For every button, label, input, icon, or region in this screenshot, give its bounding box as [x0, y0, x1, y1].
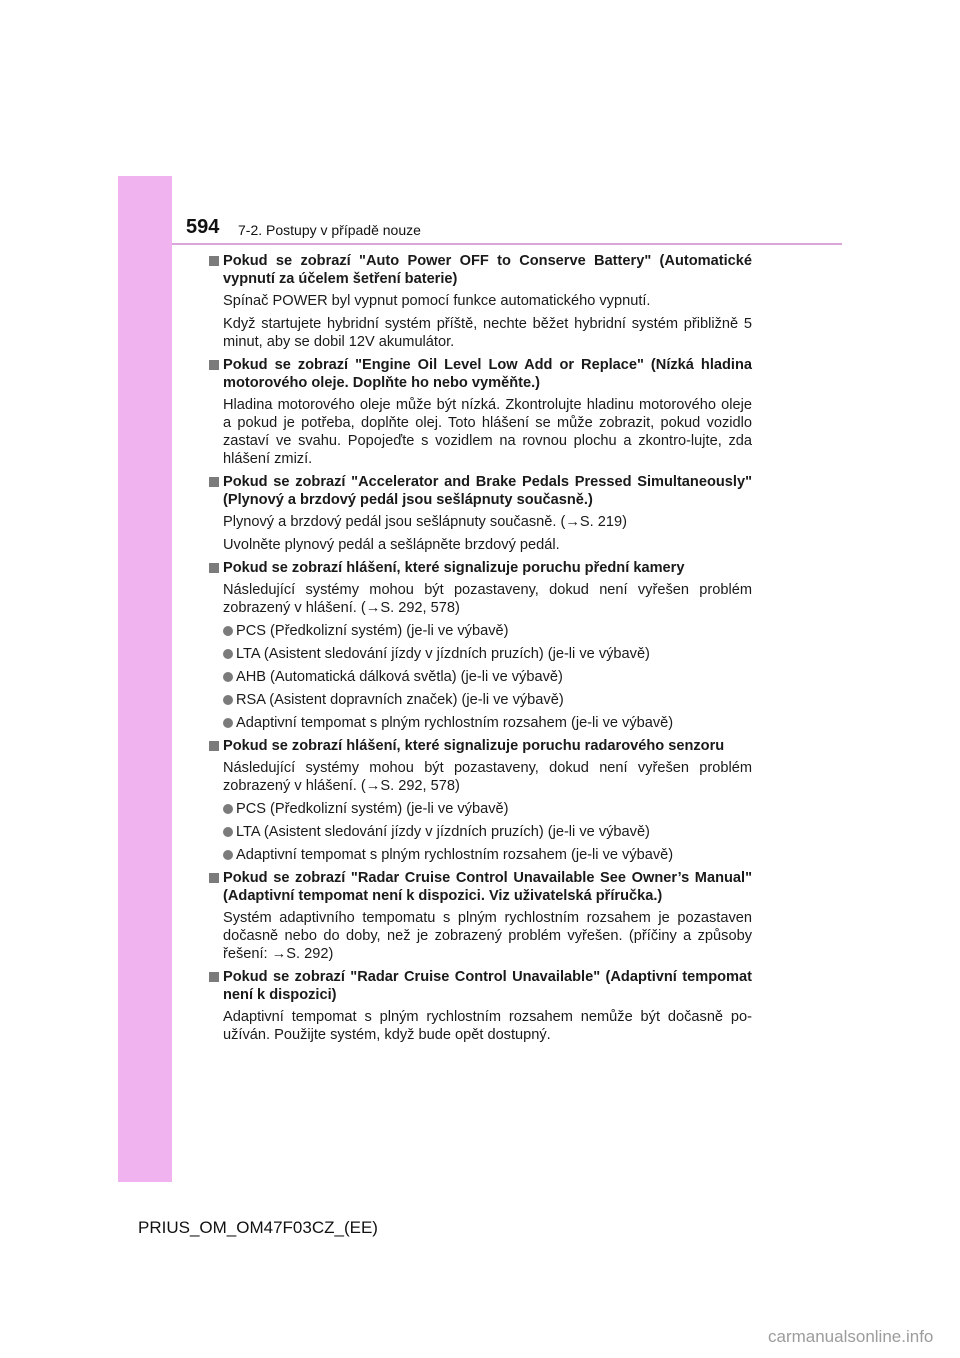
round-bullet-icon	[223, 672, 233, 682]
list-item-text: LTA (Asistent sledování jízdy v jízdních pruzích) (je-li ve výbavě)	[236, 824, 650, 840]
list-item-text: PCS (Předkolizní systém) (je-li ve výbavě)	[236, 801, 509, 817]
round-bullet-icon	[223, 827, 233, 837]
entry-heading	[207, 473, 752, 509]
entry-heading	[207, 968, 752, 1004]
list-item	[223, 645, 752, 663]
header-divider	[172, 243, 842, 245]
entry-paragraph: Uvolněte plynový pedál a sešlápněte brzdový pedál.	[223, 537, 560, 553]
list-item	[223, 622, 752, 640]
entry-heading	[207, 252, 752, 288]
square-bullet-icon	[209, 360, 219, 370]
round-bullet-icon	[223, 695, 233, 705]
round-bullet-icon	[223, 850, 233, 860]
list-item	[223, 668, 752, 686]
list-item	[223, 714, 752, 732]
page-content	[207, 252, 752, 1049]
entry-heading-text: Pokud se zobrazí "Engine Oil Level Low Add or Replace" (Nízká hladina motorového oleje. Doplňte ho nebo vyměňte.)	[223, 357, 752, 391]
list-item-text: RSA (Asistent dopravních značek) (je-li ve výbavě)	[236, 692, 564, 708]
section-title: 7-2. Postupy v případě nouze	[238, 222, 421, 238]
round-bullet-icon	[223, 718, 233, 728]
chapter-side-band	[118, 176, 172, 1182]
list-item-text: LTA (Asistent sledování jízdy v jízdních pruzích) (je-li ve výbavě)	[236, 646, 650, 662]
entry-heading-text: Pokud se zobrazí "Radar Cruise Control Unavailable See Owner’s Manual" (Adaptivní tempomat není k dispozici. Viz uživatelská příručka.)	[223, 870, 752, 904]
entry-front-camera	[207, 559, 752, 732]
entry-paragraph: Následující systémy mohou být pozastaveny, dokud není vyřešen problém zobrazený v hlášení. (→S. 292, 578)	[223, 760, 752, 794]
entry-paragraph: Adaptivní tempomat s plným rychlostním rozsahem nemůže být dočasně po-užíván. Použijte systém, když bude opět dostupný.	[223, 1009, 752, 1043]
entry-paragraph: Plynový a brzdový pedál jsou sešlápnuty současně. (→S. 219)	[223, 514, 627, 530]
entry-heading	[207, 356, 752, 392]
document-code: PRIUS_OM_OM47F03CZ_(EE)	[138, 1218, 378, 1237]
entry-heading-text: Pokud se zobrazí hlášení, které signalizuje poruchu radarového senzoru	[223, 738, 725, 754]
entry-paragraph: Když startujete hybridní systém příště, nechte běžet hybridní systém přibližně 5 minut, aby se dobil 12V akumulátor.	[223, 316, 752, 350]
entry-heading-text: Pokud se zobrazí "Radar Cruise Control Unavailable" (Adaptivní tempomat není k dispozici)	[223, 969, 752, 1003]
list-item	[223, 800, 752, 818]
entry-heading	[207, 737, 752, 755]
entry-heading-text: Pokud se zobrazí "Accelerator and Brake Pedals Pressed Simultaneously" (Plynový a brzdový pedál jsou sešlápnuty současně.)	[223, 474, 752, 508]
entry-radar-cruise-unavailable	[207, 968, 752, 1044]
page-number: 594	[186, 216, 220, 238]
round-bullet-icon	[223, 804, 233, 814]
round-bullet-icon	[223, 626, 233, 636]
entry-engine-oil-level	[207, 356, 752, 468]
entry-paragraph: Spínač POWER byl vypnut pomocí funkce automatického vypnutí.	[223, 293, 651, 309]
entry-pedals-pressed	[207, 473, 752, 554]
square-bullet-icon	[209, 256, 219, 266]
entry-paragraph: Hladina motorového oleje může být nízká. Zkontrolujte hladinu motorového oleje a pokud je potřeba, doplňte olej. Toto hlášení se může zobrazit, pokud vozidlo zastaví ve svahu. Popojeďte s vozidlem na rovnou plochu a zkontro-lujte, zda hlášení zmizí.	[223, 397, 752, 467]
square-bullet-icon	[209, 741, 219, 751]
list-item-text: PCS (Předkolizní systém) (je-li ve výbavě)	[236, 623, 509, 639]
square-bullet-icon	[209, 563, 219, 573]
list-item-text: AHB (Automatická dálková světla) (je-li ve výbavě)	[236, 669, 563, 685]
square-bullet-icon	[209, 972, 219, 982]
entry-radar-cruise-see-manual	[207, 869, 752, 963]
list-item	[223, 846, 752, 864]
entry-auto-power-off	[207, 252, 752, 351]
list-item	[223, 691, 752, 709]
entry-heading-text: Pokud se zobrazí hlášení, které signalizuje poruchu přední kamery	[223, 560, 685, 576]
square-bullet-icon	[209, 477, 219, 487]
entry-paragraph: Systém adaptivního tempomatu s plným rychlostním rozsahem je pozastaven dočasně nebo do doby, než je zobrazený problém vyřešen. (příčiny a způsoby řešení: →S. 292)	[223, 910, 752, 962]
round-bullet-icon	[223, 649, 233, 659]
entry-heading	[207, 559, 752, 577]
entry-paragraph: Následující systémy mohou být pozastaveny, dokud není vyřešen problém zobrazený v hlášení. (→S. 292, 578)	[223, 582, 752, 616]
entry-radar-sensor	[207, 737, 752, 864]
list-item	[223, 823, 752, 841]
entry-heading	[207, 869, 752, 905]
entry-heading-text: Pokud se zobrazí "Auto Power OFF to Conserve Battery" (Automatické vypnutí za účelem šetření baterie)	[223, 253, 752, 287]
list-item-text: Adaptivní tempomat s plným rychlostním rozsahem (je-li ve výbavě)	[236, 715, 674, 731]
list-item-text: Adaptivní tempomat s plným rychlostním rozsahem (je-li ve výbavě)	[236, 847, 674, 863]
square-bullet-icon	[209, 873, 219, 883]
watermark-text: carmanualsonline.info	[768, 1327, 934, 1346]
